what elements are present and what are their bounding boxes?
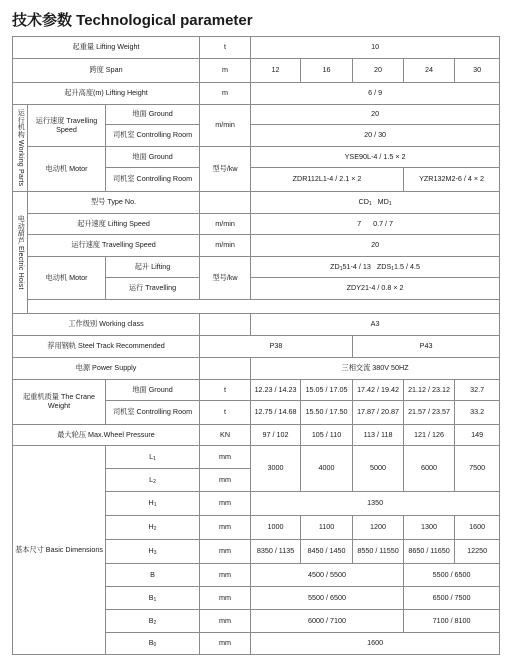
row-working-class (13, 314, 500, 336)
hoist-motor-travelling-value: ZDY21-4 / 0.8 × 2 (251, 278, 500, 300)
lifting-weight-label: 起重量 Lifting Weight (13, 37, 200, 59)
row-hoist-spacer (13, 300, 500, 314)
row-hoist-travel-speed (13, 235, 500, 257)
crane-weight-ground-5: 32.7 (455, 380, 500, 401)
hoist-lift-speed-value: 7 0.7 / 7 (251, 214, 500, 235)
dim-h3-unit: mm (200, 540, 251, 564)
dim-b1-symbol (106, 587, 200, 610)
dim-h1-letter: H (148, 498, 154, 507)
dim-h2-value-3: 1200 (353, 516, 404, 540)
dim-h1-value: 1350 (251, 492, 500, 516)
dim-l1-symbol (106, 446, 200, 469)
dim-b0-value: 1600 (251, 633, 500, 655)
row-lifting-height (13, 83, 500, 105)
hoist-type-label: 型号 Type No. (28, 192, 200, 214)
dim-b-symbol: B (106, 564, 200, 587)
hoist-lifting-sub-a: 1 (339, 265, 343, 272)
dim-h2-value-4: 1300 (404, 516, 455, 540)
crane-weight-ground-2: 15.05 / 17.05 (301, 380, 353, 401)
working-class-value: A3 (251, 314, 500, 336)
row-power-supply (13, 358, 500, 380)
steel-track-value-b: P43 (353, 336, 500, 358)
dimensions-label: 基本尺寸 Basic Dimensions (13, 446, 106, 655)
span-value-1: 12 (251, 59, 301, 83)
row-crane-weight-ground (13, 380, 500, 401)
dim-l-value-4: 6000 (404, 446, 455, 492)
hoist-type-unit-empty (200, 192, 251, 214)
hoist-motor-lifting-label: 起升 Lifting (106, 257, 200, 278)
crane-weight-room-5: 33.2 (455, 401, 500, 425)
hoist-lifting-value-a: ZD (330, 261, 340, 271)
dim-l1-letter: L (149, 451, 154, 461)
wheel-pressure-label: 最大轮压 Max.Wheel Pressure (13, 425, 200, 446)
dim-l2-letter: L (149, 474, 154, 484)
dim-h2-value-1: 1000 (251, 516, 301, 540)
wheel-pressure-unit: KN (200, 425, 251, 446)
hoist-motor-travelling-label: 运行 Travelling (106, 278, 200, 300)
dim-b0-unit: mm (200, 633, 251, 655)
row-lifting-weight (13, 37, 500, 59)
span-value-4: 24 (404, 59, 455, 83)
row-hoist-lift-speed (13, 214, 500, 235)
dim-b2-symbol (106, 610, 200, 633)
travel-motor-room-label: 司机室 Controlling Room (106, 168, 200, 192)
crane-weight-ground-unit: t (200, 380, 251, 401)
dim-l-value-3: 5000 (353, 446, 404, 492)
dim-h2-value-5: 1600 (455, 516, 500, 540)
travel-speed-label: 运行速度 Travelling Speed (28, 105, 106, 147)
lifting-weight-value: 10 (251, 37, 500, 59)
crane-weight-room-3: 17.87 / 20.87 (353, 401, 404, 425)
crane-weight-room-2: 15.50 / 17.50 (301, 401, 353, 425)
dim-l-value-2: 4000 (301, 446, 353, 492)
dim-h3-sub: 3 (153, 550, 157, 556)
hoist-lifting-value-b: 51-4 / 13 ZDS (342, 261, 392, 271)
dim-h2-letter: H (148, 522, 154, 531)
row-travel-speed-ground (13, 105, 500, 125)
lifting-height-value: 6 / 9 (251, 83, 500, 105)
dim-b2-value-b: 7100 / 8100 (404, 610, 500, 633)
hoist-travel-speed-unit: m/min (200, 235, 251, 257)
wheel-pressure-5: 149 (455, 425, 500, 446)
lifting-height-unit: m (200, 83, 251, 105)
hoist-type-md: MD (377, 197, 389, 206)
hoist-travel-speed-label: 运行速度 Travelling Speed (28, 235, 200, 257)
lifting-weight-unit: t (200, 37, 251, 59)
travel-speed-ground-value: 20 (251, 105, 500, 125)
hoist-type-value (251, 192, 500, 214)
dim-b1-value-a: 5500 / 6500 (251, 587, 404, 610)
crane-weight-room-1: 12.75 / 14.68 (251, 401, 301, 425)
crane-weight-label: 起重机质量 The Crane Weight (13, 380, 106, 425)
span-value-5: 30 (455, 59, 500, 83)
page-title: 技术参数 Technological parameter (12, 12, 253, 29)
travel-motor-label: 电动机 Motor (28, 147, 106, 192)
hoist-spacer (28, 300, 500, 314)
row-wheel-pressure (13, 425, 500, 446)
travel-speed-ground-label: 地面 Ground (106, 105, 200, 125)
crane-weight-room-4: 21.57 / 23.57 (404, 401, 455, 425)
dim-b-unit: mm (200, 564, 251, 587)
travel-motor-room-value-a: ZDR112L1-4 / 2.1 × 2 (251, 168, 404, 192)
dim-b0-letter: B (148, 638, 154, 647)
dim-l-value-1: 3000 (251, 446, 301, 492)
dim-l2-sub: 2 (153, 478, 156, 485)
steel-track-label: 荐用钢轨 Steel Track Recommended (13, 336, 200, 358)
crane-weight-room-unit: t (200, 401, 251, 425)
crane-weight-room-label: 司机室 Controlling Room (106, 401, 200, 425)
wheel-pressure-2: 105 / 110 (301, 425, 353, 446)
hoist-type-md-sub: 1 (388, 201, 392, 207)
dim-b0-symbol (106, 633, 200, 655)
dim-h3-value-1: 8350 / 1135 (251, 540, 301, 564)
dim-b2-unit: mm (200, 610, 251, 633)
dim-h3-value-2: 8450 / 1450 (301, 540, 353, 564)
hoist-type-cd: CD (358, 197, 369, 206)
lifting-height-label: 起升高度(m) Lifting Height (13, 83, 200, 105)
dim-h2-unit: mm (200, 516, 251, 540)
travel-motor-unit: 型号/kw (200, 147, 251, 192)
power-supply-value: 三相交流 380V 50HZ (251, 358, 500, 380)
dim-h3-symbol (106, 540, 200, 564)
hoist-lifting-value-c: 1.5 / 4.5 (394, 261, 421, 271)
travel-motor-room-value-b: YZR132M2-6 / 4 × 2 (404, 168, 500, 192)
dim-b2-sub: 2 (153, 619, 157, 626)
dim-l2-unit: mm (200, 469, 251, 492)
dim-h3-value-3: 8550 / 11550 (353, 540, 404, 564)
span-value-2: 16 (301, 59, 353, 83)
row-travel-motor-ground (13, 147, 500, 168)
dim-b1-letter: B (148, 592, 154, 602)
dim-h1-unit: mm (200, 492, 251, 516)
hoist-motor-lifting-value (251, 257, 500, 278)
wheel-pressure-3: 113 / 118 (353, 425, 404, 446)
span-value-3: 20 (353, 59, 404, 83)
hoist-lifting-sub-b: 1 (391, 265, 395, 272)
dim-h2-symbol (106, 516, 200, 540)
hoist-type-cd-sub: 1 (368, 201, 372, 207)
row-hoist-type (13, 192, 500, 214)
travel-motor-ground-label: 地面 Ground (106, 147, 200, 168)
dim-h3-value-5: 12250 (455, 540, 500, 564)
travel-speed-room-label: 司机室 Controlling Room (106, 125, 200, 147)
row-dim-l1 (13, 446, 500, 469)
wheel-pressure-1: 97 / 102 (251, 425, 301, 446)
dim-h3-value-4: 8650 / 11650 (404, 540, 455, 564)
dim-b2-value-a: 6000 / 7100 (251, 610, 404, 633)
span-unit: m (200, 59, 251, 83)
crane-weight-ground-label: 地面 Ground (106, 380, 200, 401)
dim-h1-sub: 1 (153, 502, 157, 508)
travel-speed-unit: m/min (200, 105, 251, 147)
travel-mechanism-group-label: 运行机构 Working Parts (13, 105, 28, 192)
dim-h1-symbol (106, 492, 200, 516)
span-label: 跨度 Span (13, 59, 200, 83)
crane-weight-ground-4: 21.12 / 23.12 (404, 380, 455, 401)
dim-b0-sub: 0 (153, 642, 157, 648)
power-supply-unit-empty (200, 358, 251, 380)
dim-b1-unit: mm (200, 587, 251, 610)
steel-track-value-a: P38 (200, 336, 353, 358)
dim-b-value-a: 4500 / 5500 (251, 564, 404, 587)
working-class-unit-empty (200, 314, 251, 336)
hoist-lift-speed-label: 起升速度 Lifting Speed (28, 214, 200, 235)
dim-h3-letter: H (148, 546, 154, 555)
travel-speed-room-value: 20 / 30 (251, 125, 500, 147)
dim-h2-sub: 2 (153, 526, 157, 532)
hoist-group-label: 电动葫芦 Electric Hoist (13, 192, 28, 314)
row-steel-track (13, 336, 500, 358)
hoist-travel-speed-value: 20 (251, 235, 500, 257)
hoist-lift-speed-unit: m/min (200, 214, 251, 235)
dim-b-value-b: 5500 / 6500 (404, 564, 500, 587)
row-span (13, 59, 500, 83)
hoist-motor-label: 电动机 Motor (28, 257, 106, 300)
travel-motor-ground-value: YSE90L-4 / 1.5 × 2 (251, 147, 500, 168)
hoist-motor-unit: 型号/kw (200, 257, 251, 300)
dim-h2-value-2: 1100 (301, 516, 353, 540)
crane-weight-ground-3: 17.42 / 19.42 (353, 380, 404, 401)
power-supply-label: 电源 Power Supply (13, 358, 200, 380)
wheel-pressure-4: 121 / 126 (404, 425, 455, 446)
dim-b1-sub: 1 (153, 596, 157, 603)
dim-l1-unit: mm (200, 446, 251, 469)
technical-parameter-table (12, 36, 500, 655)
working-class-label: 工作级别 Working class (13, 314, 200, 336)
dim-b1-value-b: 6500 / 7500 (404, 587, 500, 610)
dim-b2-letter: B (148, 615, 154, 625)
dim-l1-sub: 1 (153, 455, 156, 462)
row-hoist-motor-lifting (13, 257, 500, 278)
dim-l-value-5: 7500 (455, 446, 500, 492)
crane-weight-ground-1: 12.23 / 14.23 (251, 380, 301, 401)
dim-l2-symbol (106, 469, 200, 492)
